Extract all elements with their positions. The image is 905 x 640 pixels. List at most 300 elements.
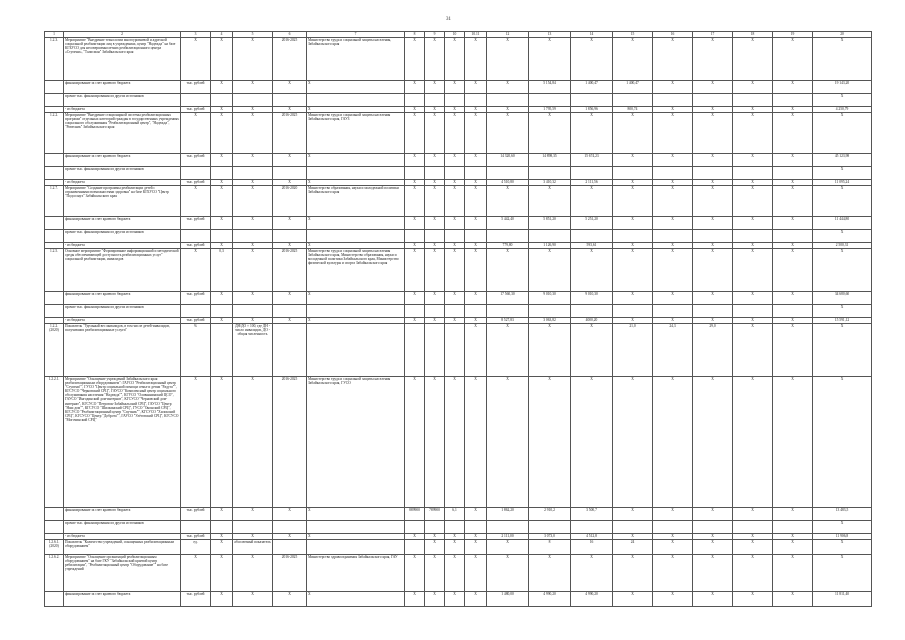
cell: тыс. рублей: [181, 81, 211, 94]
program-table: [44, 31, 872, 607]
cell: [529, 230, 571, 243]
cell: X: [307, 534, 405, 540]
cell: X: [233, 292, 273, 305]
cell: X: [233, 534, 273, 540]
cell: X: [613, 555, 653, 592]
cell: X: [273, 81, 307, 94]
cell: [613, 521, 653, 534]
cell: X: [307, 292, 405, 305]
cell: X: [233, 38, 273, 81]
cell: X: [613, 113, 653, 154]
cell: [181, 94, 211, 107]
cell: 24: [613, 540, 653, 555]
funding-row: [45, 521, 872, 534]
item-description: финансирование за счет краевого бюджета: [64, 154, 181, 167]
cell: [273, 167, 307, 180]
cell: X: [465, 534, 487, 540]
item-description: - из бюджета: [64, 107, 181, 113]
cell: X: [405, 217, 425, 230]
cell: X: [405, 107, 425, 113]
item-number: 1.2.5.: [45, 249, 64, 292]
cell: X: [733, 186, 773, 217]
cell: 11 906,8: [813, 534, 872, 540]
cell: [273, 305, 307, 318]
cell: X: [653, 217, 693, 230]
cell: X: [571, 249, 613, 292]
item-description: прочие тыс. финансирования из других источников: [64, 521, 181, 534]
cell: X: [307, 217, 405, 230]
cell: X: [773, 592, 813, 607]
cell: [733, 230, 773, 243]
cell: X: [733, 292, 773, 305]
column-number: 10.11: [465, 32, 487, 38]
cell: X: [813, 38, 872, 81]
cell: X: [693, 592, 733, 607]
cell: X: [233, 555, 273, 592]
item-number: 1.2.2.1.: [45, 377, 64, 508]
cell: 4 510,80: [487, 180, 529, 186]
cell: [445, 324, 465, 377]
cell: X: [405, 243, 425, 249]
cell: X: [653, 540, 693, 555]
cell: 19 143,20: [813, 81, 872, 94]
cell: [529, 167, 571, 180]
cell: X: [425, 243, 445, 249]
item-description: финансирование за счет краевого бюджета: [64, 217, 181, 230]
cell: X: [307, 107, 405, 113]
cell: X: [529, 113, 571, 154]
cell: X: [405, 38, 425, 81]
cell: X: [733, 154, 773, 167]
cell: X: [465, 540, 487, 555]
cell: [773, 167, 813, 180]
cell: [571, 230, 613, 243]
cell: X: [233, 592, 273, 607]
cell: X: [733, 324, 773, 377]
cell: X: [693, 180, 733, 186]
cell: X: [693, 38, 733, 81]
cell: X: [693, 186, 733, 217]
cell: 16: [571, 540, 613, 555]
cell: X: [273, 180, 307, 186]
item-description: финансирование за счет краевого бюджета: [64, 508, 181, 521]
cell: X: [571, 324, 613, 377]
column-number: 14: [571, 32, 613, 38]
cell: X: [693, 243, 733, 249]
cell: X: [425, 186, 445, 217]
cell: X: [465, 38, 487, 81]
cell: X: [773, 508, 813, 521]
program-item-row: [45, 555, 872, 592]
cell: X: [571, 377, 613, 508]
cell: 15 674,23: [571, 154, 613, 167]
cell: X: [211, 180, 233, 186]
cell: X: [405, 81, 425, 94]
cell: X: [693, 249, 733, 292]
cell: 5 154,84: [529, 81, 571, 94]
cell: 1 480,00: [487, 592, 529, 607]
item-description: прочие тыс. финансирования из других источников: [64, 305, 181, 318]
cell: [233, 305, 273, 318]
cell: X: [773, 534, 813, 540]
funding-row: [45, 592, 872, 607]
item-number: [45, 592, 64, 607]
cell: 3 500,7: [571, 508, 613, 521]
cell: X: [273, 534, 307, 540]
cell: X: [653, 555, 693, 592]
cell: [733, 167, 773, 180]
item-number: 1.2.7.: [45, 186, 64, 217]
cell: X: [733, 555, 773, 592]
cell: 2016-2025: [273, 249, 307, 292]
cell: X: [653, 592, 693, 607]
column-number: 9: [425, 32, 445, 38]
cell: X: [465, 555, 487, 592]
item-number: 1.2.6.1. (2020): [45, 540, 64, 555]
item-description: Основное мероприятие "Формирование информационной и методической среды обеспечивающей доступность реабилитационных услуг" социальной реабилитации, инвалидов: [64, 249, 181, 292]
cell: X: [813, 113, 872, 154]
cell: X: [233, 107, 273, 113]
cell: тыс. рублей: [181, 107, 211, 113]
cell: X: [733, 592, 773, 607]
cell: X: [425, 38, 445, 81]
cell: X: [487, 186, 529, 217]
cell: X: [211, 508, 233, 521]
cell: [653, 94, 693, 107]
cell: [405, 94, 425, 107]
cell: X: [307, 318, 405, 324]
cell: [571, 521, 613, 534]
cell: X: [613, 154, 653, 167]
cell: [307, 230, 405, 243]
cell: 889900: [405, 508, 425, 521]
cell: [307, 521, 405, 534]
cell: [233, 521, 273, 534]
cell: [465, 521, 487, 534]
cell: X: [733, 217, 773, 230]
cell: X: [693, 217, 733, 230]
cell: [405, 521, 425, 534]
cell: X: [445, 377, 465, 508]
cell: X: [773, 555, 813, 592]
cell: [773, 230, 813, 243]
cell: [487, 305, 529, 318]
column-number: 7: [307, 32, 405, 38]
cell: X: [425, 217, 445, 230]
cell: X: [733, 113, 773, 154]
cell: X: [465, 217, 487, 230]
cell: X: [233, 243, 273, 249]
cell: X: [445, 113, 465, 154]
cell: X: [425, 107, 445, 113]
cell: X: [211, 555, 233, 592]
cell: X: [211, 154, 233, 167]
cell: X: [233, 154, 273, 167]
cell: X: [273, 292, 307, 305]
cell: 1 856,96: [571, 107, 613, 113]
cell: X: [273, 508, 307, 521]
cell: X: [613, 592, 653, 607]
item-description: Показатель "Удельный вес инвалидов, в том числе детей-инвалидов, получивших реабилитационные услуги": [64, 324, 181, 377]
cell: [273, 324, 307, 377]
column-number: 3: [181, 32, 211, 38]
cell: X: [405, 154, 425, 167]
cell: X: [445, 534, 465, 540]
cell: 800,74: [613, 107, 653, 113]
cell: X: [487, 113, 529, 154]
cell: X: [181, 113, 211, 154]
cell: [445, 94, 465, 107]
cell: X: [307, 180, 405, 186]
cell: X: [425, 534, 445, 540]
program-item-row: [45, 377, 872, 508]
cell: X: [181, 38, 211, 81]
item-description: финансирование за счет краевого бюджета: [64, 292, 181, 305]
cell: X: [813, 94, 872, 107]
cell: [307, 94, 405, 107]
item-number: [45, 154, 64, 167]
cell: X: [571, 38, 613, 81]
cell: X: [733, 81, 773, 94]
cell: [273, 230, 307, 243]
cell: X: [813, 186, 872, 217]
cell: тыс. рублей: [181, 243, 211, 249]
cell: X: [425, 540, 445, 555]
cell: 9 010,30: [529, 292, 571, 305]
column-number: 4: [211, 32, 233, 38]
cell: X: [693, 113, 733, 154]
cell: [733, 94, 773, 107]
cell: [693, 94, 733, 107]
cell: X: [233, 217, 273, 230]
cell: X: [465, 186, 487, 217]
cell: [653, 305, 693, 318]
cell: X: [211, 107, 233, 113]
cell: X: [773, 180, 813, 186]
cell: X: [233, 508, 273, 521]
cell: тыс. рублей: [181, 592, 211, 607]
cell: [529, 521, 571, 534]
cell: X: [773, 107, 813, 113]
cell: X: [773, 324, 813, 377]
cell: X: [425, 592, 445, 607]
item-description: Мероприятие "Внедрение технологии многоуровневой и адресной социальной реабилитации лиц в учреждениях, центр "Надежда" на базе КГБУСО для несовершеннолетних реабилитационного центра «Ступени», "Талисман" Забайкальского края: [64, 38, 181, 81]
cell: X: [653, 38, 693, 81]
cell: X: [405, 555, 425, 592]
cell: [653, 230, 693, 243]
cell: [307, 167, 405, 180]
cell: 11 811,40: [813, 592, 872, 607]
cell: 4 990,20: [571, 592, 613, 607]
cell: [465, 94, 487, 107]
cell: 2 910,2: [529, 508, 571, 521]
column-number: 17: [693, 32, 733, 38]
cell: X: [465, 292, 487, 305]
cell: [653, 521, 693, 534]
column-number: 12: [487, 32, 529, 38]
item-description: Показатель "Количество учреждений, оснащенных реабилитационным оборудованием": [64, 540, 181, 555]
cell: тыс. рублей: [181, 292, 211, 305]
cell: X: [181, 249, 211, 292]
cell: 9 010,30: [571, 292, 613, 305]
cell: X: [487, 249, 529, 292]
cell: X: [653, 249, 693, 292]
item-number: [45, 217, 64, 230]
cell: X: [733, 243, 773, 249]
cell: [181, 230, 211, 243]
column-number: 13: [529, 32, 571, 38]
cell: X: [465, 377, 487, 508]
cell: X: [211, 243, 233, 249]
item-description: - из бюджета: [64, 318, 181, 324]
cell: X: [445, 180, 465, 186]
cell: X: [693, 318, 733, 324]
cell: 24,3: [653, 324, 693, 377]
cell: [425, 521, 445, 534]
cell: X: [813, 167, 872, 180]
cell: X: [773, 243, 813, 249]
item-number: [45, 508, 64, 521]
cell: X: [445, 107, 465, 113]
cell: X: [693, 154, 733, 167]
cell: 2016-2025: [273, 38, 307, 81]
cell: 4000,20: [571, 318, 613, 324]
cell: [613, 230, 653, 243]
cell: X: [529, 186, 571, 217]
cell: тыс. рублей: [181, 180, 211, 186]
funding-row: [45, 230, 872, 243]
cell: 2 111,00: [487, 534, 529, 540]
item-number: 1.2.6.2.: [45, 555, 64, 592]
cell: X: [465, 243, 487, 249]
column-number: 20: [813, 32, 872, 38]
cell: X: [445, 592, 465, 607]
cell: 5 251,20: [571, 217, 613, 230]
cell: X: [445, 540, 465, 555]
cell: [613, 167, 653, 180]
cell: 4 250,79: [813, 107, 872, 113]
cell: 1 795,59: [529, 107, 571, 113]
cell: X: [211, 318, 233, 324]
cell: 3 073,0: [529, 534, 571, 540]
cell: 789900: [425, 508, 445, 521]
cell: X: [211, 292, 233, 305]
cell: 11 095,24: [813, 180, 872, 186]
item-number: [45, 521, 64, 534]
cell: X: [181, 377, 211, 508]
cell: X: [813, 555, 872, 592]
cell: X: [211, 186, 233, 217]
cell: 14 320,60: [487, 154, 529, 167]
cell: [233, 167, 273, 180]
funding-row: [45, 167, 872, 180]
cell: X: [405, 180, 425, 186]
cell: X: [733, 318, 773, 324]
cell: X: [465, 592, 487, 607]
funding-row: [45, 508, 872, 521]
program-item-row: [45, 540, 872, 555]
cell: X: [813, 540, 872, 555]
cell: X: [307, 81, 405, 94]
item-description: прочие тыс. финансирования из других источников: [64, 167, 181, 180]
column-number: 5: [233, 32, 273, 38]
cell: X: [653, 107, 693, 113]
cell: X: [273, 592, 307, 607]
cell: X: [273, 107, 307, 113]
cell: [571, 167, 613, 180]
cell: X: [613, 186, 653, 217]
cell: X: [613, 534, 653, 540]
cell: X: [425, 318, 445, 324]
cell: абсолютный показатель: [233, 540, 273, 555]
cell: [425, 230, 445, 243]
cell: X: [445, 249, 465, 292]
cell: [487, 230, 529, 243]
cell: X: [181, 555, 211, 592]
cell: X: [211, 217, 233, 230]
cell: [693, 521, 733, 534]
cell: X: [487, 107, 529, 113]
funding-row: [45, 305, 872, 318]
cell: X: [693, 81, 733, 94]
cell: [211, 167, 233, 180]
cell: [445, 230, 465, 243]
cell: X: [445, 38, 465, 81]
cell: X: [733, 540, 773, 555]
cell: X: [613, 38, 653, 81]
cell: X: [813, 230, 872, 243]
cell: [211, 94, 233, 107]
cell: X: [613, 318, 653, 324]
cell: X: [693, 534, 733, 540]
cell: тыс. рублей: [181, 154, 211, 167]
cell: Министерство труда и социальной защиты населения Забайкальского края, ГАУЗ: [307, 113, 405, 154]
funding-row: [45, 94, 872, 107]
cell: тыс. рублей: [181, 217, 211, 230]
cell: X: [693, 107, 733, 113]
item-description: прочие тыс. финансирования из других источников: [64, 230, 181, 243]
cell: 2016-2025: [273, 555, 307, 592]
cell: X: [307, 154, 405, 167]
cell: X: [405, 534, 425, 540]
cell: X: [273, 318, 307, 324]
cell: [181, 305, 211, 318]
cell: X: [445, 81, 465, 94]
cell: X: [211, 38, 233, 81]
cell: 1 400,47: [613, 81, 653, 94]
cell: X: [465, 180, 487, 186]
cell: Министерство труда и социальной защиты населения, Забайкальского края: [307, 38, 405, 81]
cell: [571, 305, 613, 318]
column-number: 1: [45, 32, 64, 38]
cell: [211, 230, 233, 243]
cell: X: [613, 243, 653, 249]
cell: [733, 305, 773, 318]
cell: 13 483,5: [813, 508, 872, 521]
cell: [465, 230, 487, 243]
item-description: - из бюджета: [64, 180, 181, 186]
cell: Министерство образования, науки и молодежной политики Забайкальского края: [307, 186, 405, 217]
cell: X: [273, 243, 307, 249]
column-number: 19: [773, 32, 813, 38]
cell: [405, 305, 425, 318]
cell: X: [693, 377, 733, 508]
funding-row: [45, 154, 872, 167]
cell: [613, 305, 653, 318]
cell: X: [613, 217, 653, 230]
cell: X: [613, 377, 653, 508]
cell: 17 560,30: [487, 292, 529, 305]
